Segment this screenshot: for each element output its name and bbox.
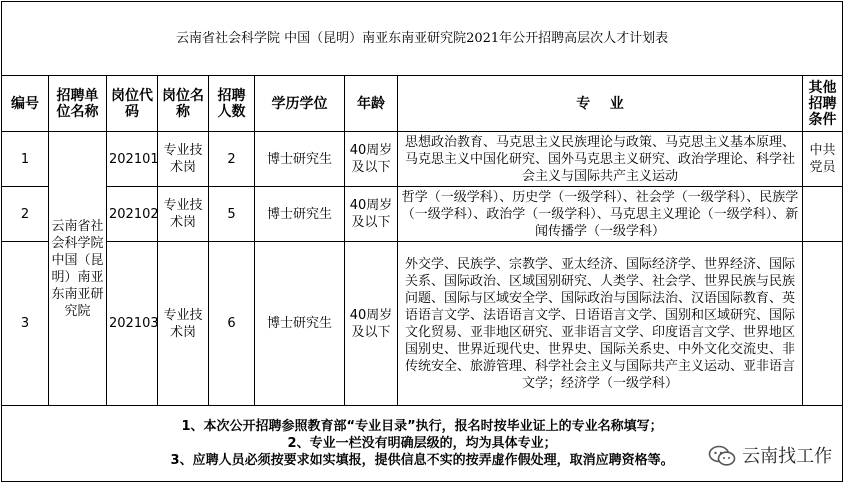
row-count: 2	[209, 132, 255, 187]
header-post: 岗位名称	[158, 76, 209, 132]
row-code: 202102	[107, 187, 158, 242]
header-code: 岗位代码	[107, 76, 158, 132]
row-major: 思想政治教育、马克思主义民族理论与政策、马克思主义基本原理、马克思主义中国化研究、国外马克思主义研究、政治学理论、科学社会主义与国际共产主义运动	[398, 132, 803, 187]
row-count: 5	[209, 187, 255, 242]
watermark-text: 云南找工作	[742, 445, 833, 467]
note-line: 3、应聘人员必须按要求如实填报，提供信息不实的按弄虚作假处理，取消应聘资格等。	[170, 453, 674, 468]
row-code: 202101	[107, 132, 158, 187]
table-row	[2, 132, 843, 187]
unit-name: 云南省社会科学院 中国（昆明）南亚东南亚研究院	[49, 132, 107, 406]
watermark	[708, 445, 832, 467]
row-count: 6	[209, 242, 255, 406]
header-unit: 招聘单位名称	[49, 76, 107, 132]
header-major: 专 业	[398, 76, 803, 132]
note-line: 1、本次公开招聘参照教育部“专业目录”执行，报名时按毕业证上的专业名称填写；	[181, 419, 663, 434]
row-no: 2	[2, 187, 49, 242]
row-major: 外交学、民族学、宗教学、亚太经济、国际经济学、世界经济、国际关系、国际政治、区域国别研究、人类学、社会学、世界民族与民族问题、国际与区域安全学、国际政治与国际法治、汉语国际教育、英语语言文学、法语语言文学、日语语言文学、国别和区域研究、国际文化贸易、亚非地区研究、亚非语言文学、印度语言文学、世界地区国别史、世界近现代史、世界史、国际关系史、中外文化交流史、非传统安全、旅游管理、科学社会主义与国际共产主义运动、亚非语言文学；经济学（一级学科）	[398, 242, 803, 406]
header-degree: 学历学位	[255, 76, 345, 132]
row-major: 哲学（一级学科）、历史学（一级学科）、社会学（一级学科）、民族学（一级学科）、政治学（一级学科）、马克思主义理论（一级学科）、新闻传播学（一级学科）	[398, 187, 803, 242]
notes-cell	[2, 406, 843, 482]
row-post: 专业技术岗	[158, 132, 209, 187]
row-no: 1	[2, 132, 49, 187]
row-degree: 博士研究生	[255, 132, 345, 187]
header-age: 年龄	[345, 76, 398, 132]
row-degree: 博士研究生	[255, 187, 345, 242]
row-other	[803, 187, 843, 242]
row-post: 专业技术岗	[158, 187, 209, 242]
table-row	[2, 187, 843, 242]
row-other	[803, 242, 843, 406]
row-code: 202103	[107, 242, 158, 406]
row-degree: 博士研究生	[255, 242, 345, 406]
recruitment-table	[1, 1, 843, 482]
row-age: 40周岁及以下	[345, 187, 398, 242]
wechat-icon	[708, 445, 736, 467]
header-no: 编号	[2, 76, 49, 132]
header-count: 招聘人数	[209, 76, 255, 132]
row-post: 专业技术岗	[158, 242, 209, 406]
header-row	[2, 76, 843, 132]
row-age: 40周岁及以下	[345, 132, 398, 187]
row-age: 40周岁及以下	[345, 242, 398, 406]
table-row	[2, 242, 843, 406]
header-other: 其他招聘条件	[803, 76, 843, 132]
row-other: 中共党员	[803, 132, 843, 187]
row-no: 3	[2, 242, 49, 406]
page-title: 云南省社会科学院 中国（昆明）南亚东南亚研究院2021年公开招聘高层次人才计划表	[2, 2, 843, 76]
note-line: 2、专业一栏没有明确层级的，均为具体专业；	[287, 436, 557, 451]
